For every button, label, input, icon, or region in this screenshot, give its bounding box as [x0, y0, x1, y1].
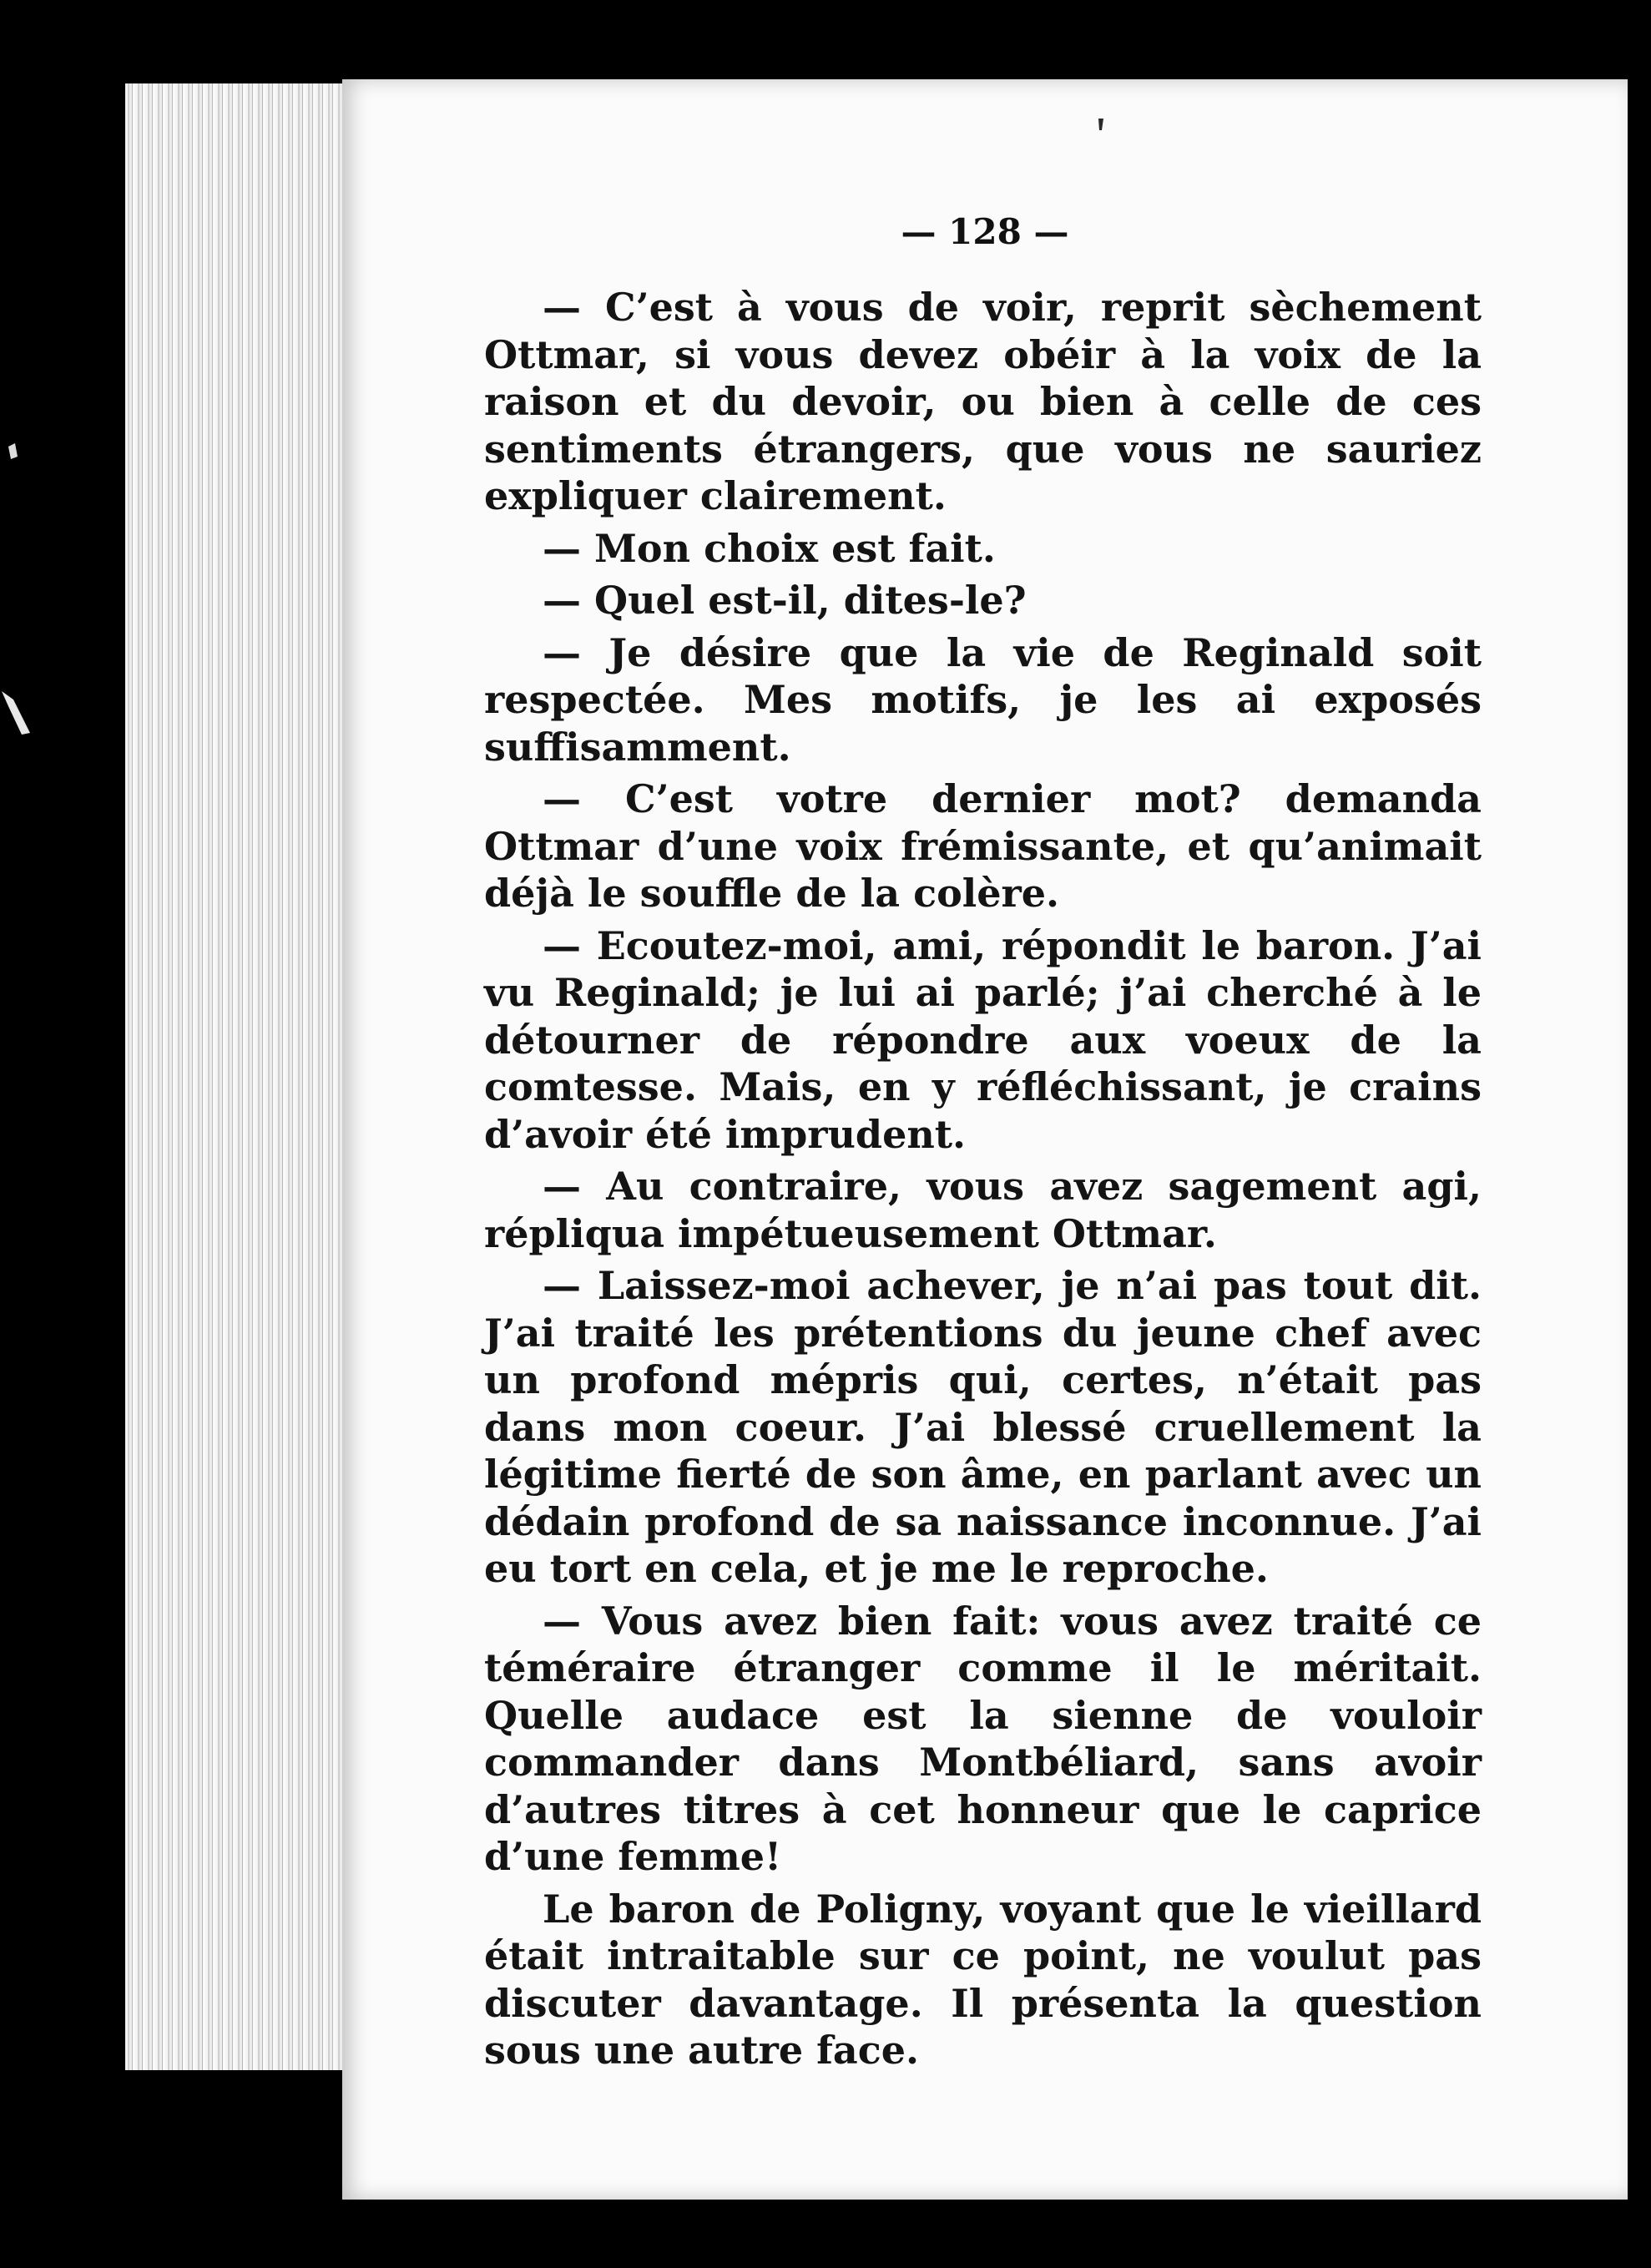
paragraph: — Mon choix est fait. — [543, 525, 996, 571]
speck-left-1 — [8, 443, 18, 459]
paragraph: — Vous avez bien fait: vous avez traité ce téméraire étranger comme il le méritait. Quelle audace est la sienne de vouloir commander dans Montbéliard, sans avoir d’autres titres à cet honneur que le caprice d’une femme! — [484, 1598, 1482, 1879]
final-paragraph-tail: une autre face. — [580, 2028, 920, 2073]
paragraph: — Quel est-il, dites-le? — [543, 578, 1027, 623]
paragraph: — Je désire que la vie de Reginald soit respectée. Mes motifs, je les ai exposés suffisamment. — [484, 629, 1482, 770]
body-text — [484, 284, 1482, 2079]
speck-left-2 — [2, 691, 30, 735]
paragraph: — C’est votre dernier mot? demanda Ottmar d’une voix frémissante, et qu’animait déjà le souffle de la colère. — [484, 776, 1482, 916]
page-number: — 128 — — [901, 211, 1069, 252]
paragraph: — Laissez-moi achever, je n’ai pas tout dit. J’ai traité les prétentions du jeune chef avec un profond mépris qui, certes, n’était pas dans mon coeur. J’ai blessé cruellement la légitime fierté de son âme, en parlant avec un dédain profond de sa naissance inconnue. J’ai eu tort en cela, et je me le reproche. — [484, 1263, 1482, 1591]
book-page — [342, 79, 1628, 2200]
final-paragraph — [484, 1886, 1482, 2074]
book-page-edges — [125, 83, 351, 2070]
paragraph: — C’est à vous de voir, reprit sèchement Ottmar, si vous devez obéir à la voix de la raison et du devoir, ou bien à celle de ces sentiments étrangers, que vous ne sauriez expliquer clairement. — [484, 285, 1482, 518]
paragraph: — Ecoutez-moi, ami, répondit le baron. J’ai vu Reginald; je lui ai parlé; j’ai cherché à le détourner de répondre aux voeux de la comtesse. Mais, en y réfléchissant, je crains d’avoir été imprudent. — [484, 922, 1482, 1157]
paragraph: — Au contraire, vous avez sagement agi, répliqua impétueusement Ottmar. — [484, 1164, 1482, 1256]
final-paragraph-text: Le baron de Poligny, voyant que le vieillard était intraitable sur ce point, ne voulut pas discuter davantage. Il présenta la question sous — [484, 1886, 1482, 2073]
